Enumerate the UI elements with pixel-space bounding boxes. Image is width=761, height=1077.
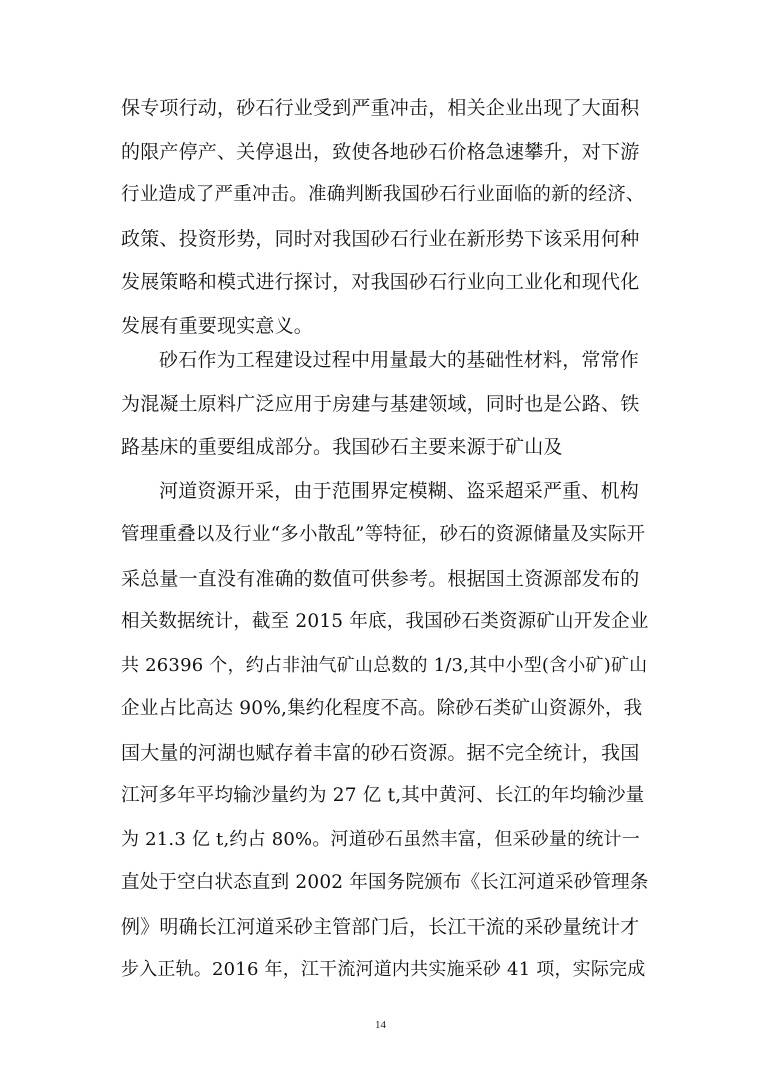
text-line: 采总量一直没有准确的数值可供参考。根据国土资源部发布的 bbox=[121, 568, 640, 590]
text-line: 的限产停产、关停退出，致使各地砂石价格急速攀升，对下游 bbox=[121, 141, 640, 163]
text-line: 步入正轨。2016 年，江干流河道内共实施采砂 41 项，实际完成 bbox=[121, 959, 646, 980]
paragraph-first-line: 砂石作为工程建设过程中用量最大的基础性材料，常常作 bbox=[159, 349, 640, 371]
text-line: 路基床的重要组成部分。我国砂石主要来源于矿山及 bbox=[121, 436, 563, 458]
text-line: 行业造成了严重冲击。准确判断我国砂石行业面临的新的经济、 bbox=[121, 184, 645, 205]
text-line: 管理重叠以及行业“多小散乱”等特征，砂石的资源储量及实际开 bbox=[121, 524, 646, 545]
text-line: 江河多年平均输沙量约为 27 亿 t,其中黄河、长江的年均输沙量 bbox=[121, 785, 645, 806]
text-line: 例》明确长江河道采砂主管部门后，长江干流的采砂量统计才 bbox=[121, 916, 640, 938]
page-number: 14 bbox=[375, 1019, 386, 1031]
text-line: 国大量的河湖也赋存着丰富的砂石资源。据不完全统计，我国 bbox=[121, 742, 640, 764]
text-line: 企业占比高达 90%,集约化程度不高。除砂石类矿山资源外，我 bbox=[121, 698, 643, 719]
text-line: 保专项行动，砂石行业受到严重冲击，相关企业出现了大面积 bbox=[121, 97, 640, 119]
paragraph-first-line: 河道资源开采，由于范围界定模糊、盗采超采严重、机构 bbox=[159, 480, 640, 502]
text-line: 相关数据统计，截至 2015 年底，我国砂石类资源矿山开发企业 bbox=[121, 611, 649, 632]
text-line: 发展策略和模式进行探讨，对我国砂石行业向工业化和现代化 bbox=[121, 271, 640, 293]
text-line: 政策、投资形势，同时对我国砂石行业在新形势下该采用何种 bbox=[121, 228, 640, 250]
text-line: 发展有重要现实意义。 bbox=[121, 315, 314, 337]
text-line: 直处于空白状态直到 2002 年国务院颁布《长江河道采砂管理条 bbox=[121, 872, 649, 893]
text-line: 为混凝土原料广泛应用于房建与基建领域，同时也是公路、铁 bbox=[121, 393, 640, 415]
text-line: 共 26396 个，约占非油气矿山总数的 1/3,其中小型(含小矿)矿山 bbox=[121, 655, 648, 676]
text-line: 为 21.3 亿 t,约占 80%。河道砂石虽然丰富，但采砂量的统计一 bbox=[121, 829, 640, 850]
